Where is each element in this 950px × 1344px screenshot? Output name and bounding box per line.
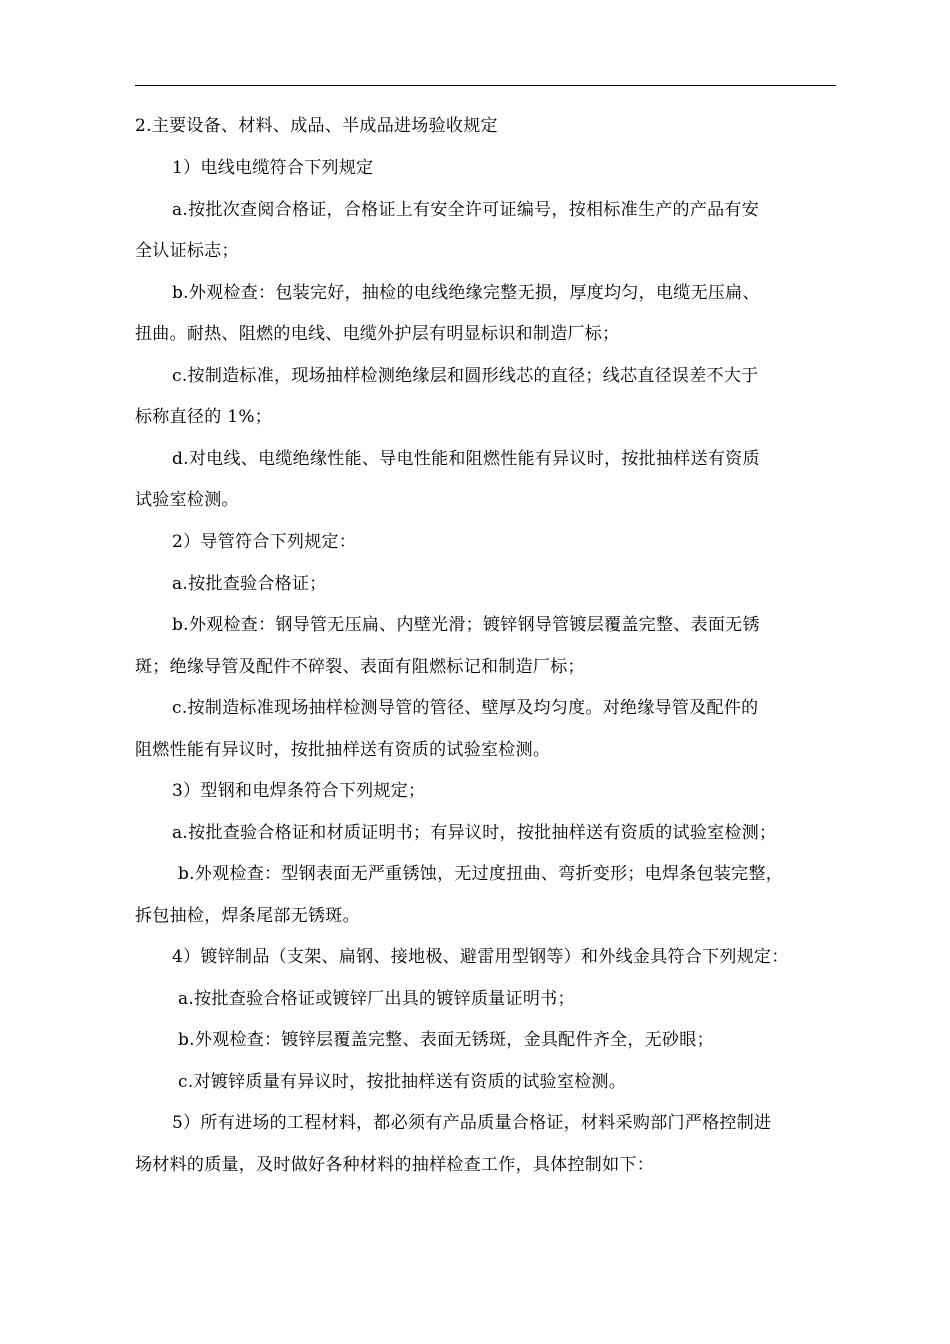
s1-item-a-line2: 全认证标志； <box>135 241 239 261</box>
s2-item-b-line2: 斑；绝缘导管及配件不碎裂、表面有阻燃标记和制造厂标； <box>135 657 585 677</box>
s1-title: 1）电线电缆符合下列规定 <box>172 158 374 178</box>
s1-item-b-line2: 扭曲。耐热、阻燃的电线、电缆外护层有明显标识和制造厂标； <box>135 324 620 344</box>
s1-item-d-line2: 试验室检测。 <box>135 490 239 510</box>
s3-item-b-line1: b.外观检查：型钢表面无严重锈蚀，无过度扭曲、弯折变形；电焊条包装完整， <box>178 864 784 884</box>
s5-line1: 5）所有进场的工程材料，都必须有产品质量合格证，材料采购部门严格控制进 <box>172 1113 772 1133</box>
s2-item-b-line1: b.外观检查：钢导管无压扁、内壁光滑；镀锌钢导管镀层覆盖完整、表面无锈 <box>172 615 760 635</box>
s5-line2: 场材料的质量，及时做好各种材料的抽样检查工作，具体控制如下： <box>135 1155 654 1175</box>
s1-item-a-line1: a.按批次查阅合格证，合格证上有安全许可证编号，按相标准生产的产品有安 <box>172 200 760 220</box>
s4-item-c: c.对镀锌质量有异议时，按批抽样送有资质的试验室检测。 <box>178 1072 627 1092</box>
s1-item-d-line1: d.对电线、电缆绝缘性能、导电性能和阻燃性能有异议时，按批抽样送有资质 <box>172 449 760 469</box>
s1-item-b-line1: b.外观检查：包装完好，抽检的电线绝缘完整无损，厚度均匀，电缆无压扁、 <box>172 283 760 303</box>
s3-item-a: a.按批查验合格证和材质证明书；有异议时，按批抽样送有资质的试验室检测； <box>172 823 777 843</box>
s3-item-b-line2: 拆包抽检，焊条尾部无锈斑。 <box>135 906 360 926</box>
s1-item-c-line2: 标称直径的 1%； <box>135 407 273 427</box>
s2-item-c-line2: 阻燃性能有异议时，按批抽样送有资质的试验室检测。 <box>135 740 551 760</box>
s3-title: 3）型钢和电焊条符合下列规定； <box>172 781 426 801</box>
s2-item-c-line1: c.按制造标准现场抽样检测导管的管径、壁厚及均匀度。对绝缘导管及配件的 <box>172 698 759 718</box>
s4-title: 4）镀锌制品（支架、扁钢、接地极、避雷用型钢等）和外线金具符合下列规定： <box>172 947 789 967</box>
s2-item-a: a.按批查验合格证； <box>172 574 327 594</box>
s1-item-c-line1: c.按制造标准，现场抽样检测绝缘层和圆形线芯的直径；线芯直径误差不大于 <box>172 366 759 386</box>
s4-item-b: b.外观检查：镀锌层覆盖完整、表面无锈斑，金具配件齐全，无砂眼； <box>178 1030 714 1050</box>
header-rule <box>135 85 836 86</box>
s4-item-a: a.按批查验合格证或镀锌厂出具的镀锌质量证明书； <box>178 989 575 1009</box>
section-heading: 2.主要设备、材料、成品、半成品进场验收规定 <box>135 116 498 136</box>
s2-title: 2）导管符合下列规定： <box>172 532 357 552</box>
